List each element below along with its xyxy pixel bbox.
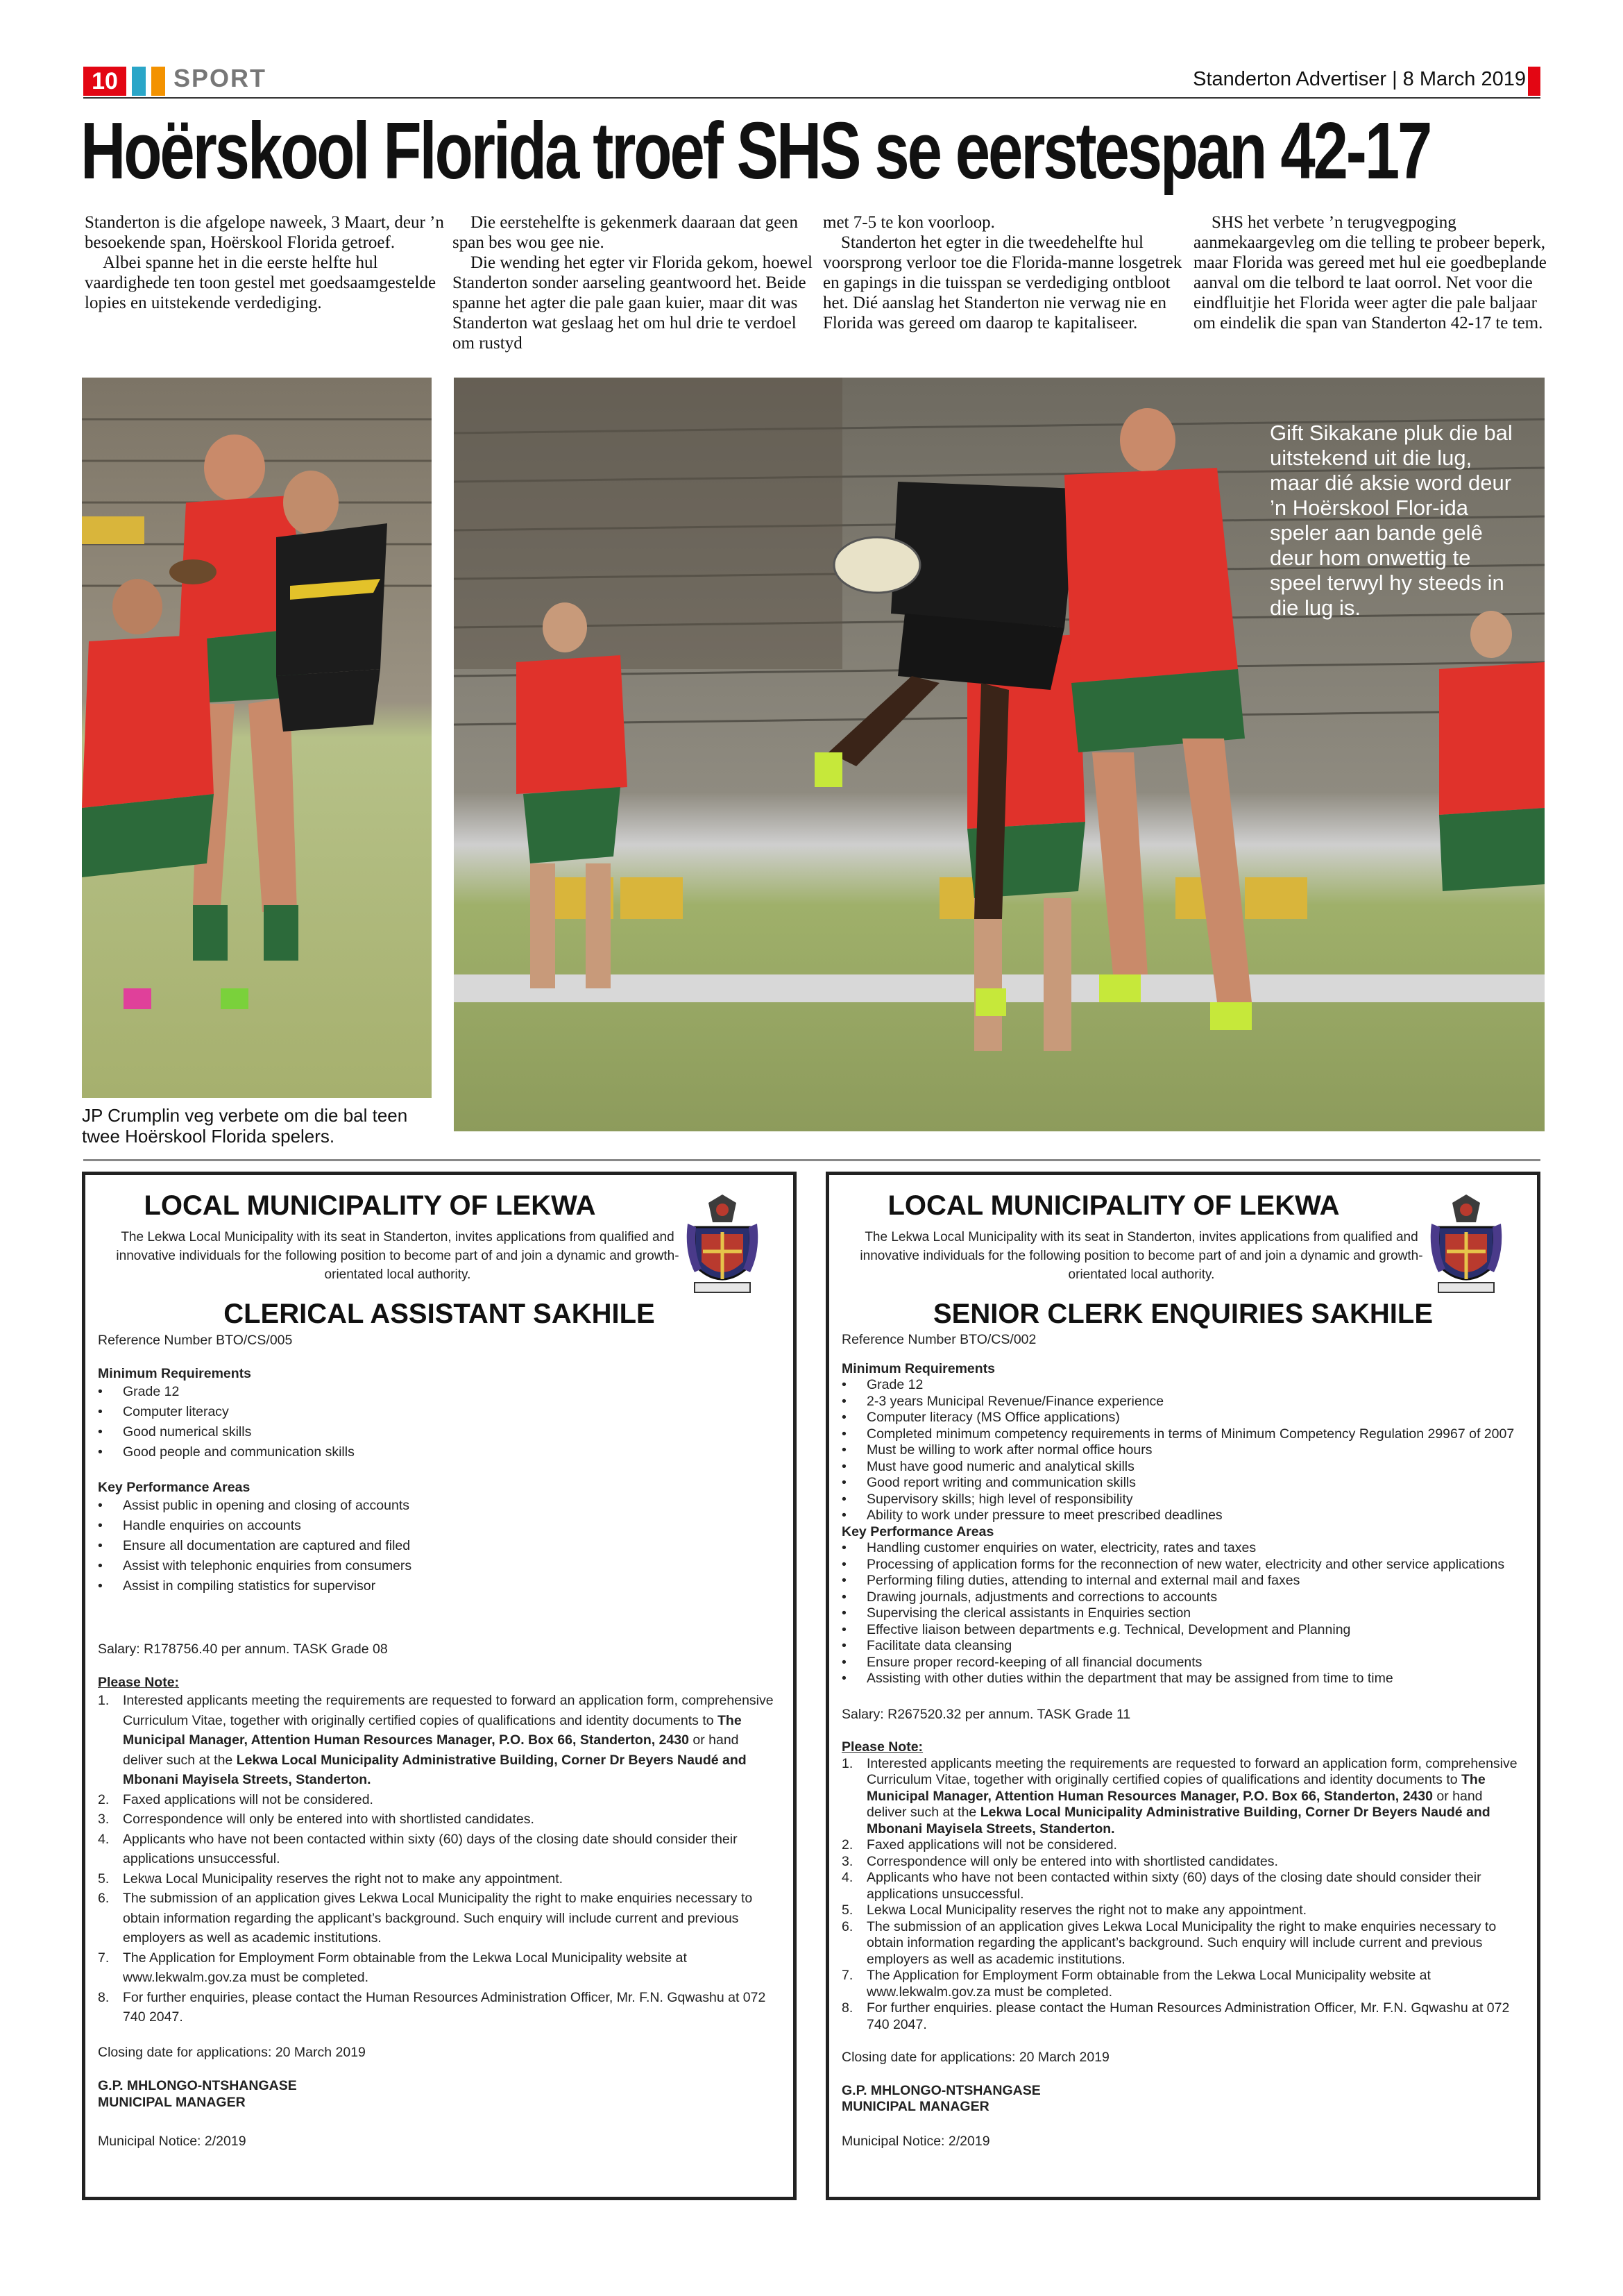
note-item: 5. Lekwa Local Municipality reserves the right not to make any appointment. — [842, 1902, 1307, 1918]
note-item: 7. The Application for Employment Form obtainable from the Lekwa Local Municipality website at www.lekwalm.gov.za must be completed. — [842, 1968, 1431, 2000]
list-item: • Grade 12 — [98, 1382, 778, 1402]
note-item: 6. The submission of an application gives Lekwa Local Municipality the right to make enquiries necessary to obtain information regarding the applicant’s background. Such enquiry will include current and previous employers as well as academic institutions. — [98, 1891, 753, 1945]
reference-number: Reference Number BTO/CS/002 — [842, 1332, 1037, 1347]
note-item: 4. Applicants who have not been contacted within sixty (60) days of the closing date should consider their applications unsuccessful. — [842, 1870, 1481, 1902]
note-item: 4. Applicants who have not been contacted within sixty (60) days of the closing date should consider their applications unsuccessful. — [98, 1831, 738, 1866]
signatory-title: MUNICIPAL MANAGER — [98, 2094, 246, 2110]
note-item: 1. Interested applicants meeting the requirements are requested to forward an application form, comprehensive Curriculum Vitae, together with originally certified copies of qualifications and identity documents to The Municipal Manager, Attention Human Resources Manager, P.O. Box 66, Standerton, 2430 or hand deliver such at the Lekwa Local Municipality Administrative Building, Corner Dr Beyers Naudé and Mbonani Mayisela Streets, Standerton. — [98, 1693, 774, 1787]
list-item: • Drawing journals, adjustments and corrections to accounts — [842, 1589, 1522, 1606]
paragraph: SHS het verbete ’n terugvegpoging aanmekaargevleg om die telling te probeer beperk, maar Florida was gereed met hul eie goedbeplande aanval om die telbord te laat oorrol. Net voor die eindfluitjie het Florida weer agter die pale baljaar om eindelik die span van Standerton 42-17 te tem. — [1193, 213, 1547, 332]
list-item: • Computer literacy (MS Office applications) — [842, 1410, 1522, 1426]
photo-caption-left: JP Crumplin veg verbete om die bal teen twee Hoërskool Florida spelers. — [82, 1105, 408, 1147]
kpa-heading: Key Performance Areas — [98, 1480, 250, 1495]
list-item: • Facilitate data cleansing — [842, 1638, 1522, 1655]
kpa-heading: Key Performance Areas — [842, 1523, 994, 1539]
list-item: • Ensure proper record-keeping of all financial documents — [842, 1655, 1522, 1671]
closing-date: Closing date for applications: 20 March 2019 — [842, 2050, 1110, 2065]
salary: Salary: R267520.32 per annum. TASK Grade 11 — [842, 1706, 1131, 1722]
list-item: • Supervising the clerical assistants in Enquiries section — [842, 1605, 1522, 1622]
list-item: • Effective liaison between departments e.g. Technical, Development and Planning — [842, 1622, 1522, 1639]
article-column-2 — [452, 212, 813, 353]
list-item: • Assist with telephonic enquiries from consumers — [98, 1556, 778, 1576]
paragraph: Albei spanne het in die eerste helfte hul vaardighede ten toon gestel met goedsaamgestelde lopies en uitstekende verdediging. — [85, 253, 436, 312]
note-item: 2. Faxed applications will not be considered. — [842, 1837, 1117, 1852]
list-item: • Processing of application forms for the reconnection of new water, electricity and other service applications — [842, 1557, 1522, 1573]
list-item: • Good people and communication skills — [98, 1442, 778, 1462]
paragraph: Standerton het egter in die tweedehelfte hul voorsprong verloor toe die Florida-manne losgetrek en gapings in die tuisspan se verdediging ontbloot het. Dié aanslag het Standerton nie verwag nie en Florida was gereed om daarop te kapitaliseer. — [823, 233, 1182, 332]
section-color-bar — [151, 67, 165, 96]
note-item: 3. Correspondence will only be entered into with shortlisted candidates. — [842, 1853, 1278, 1869]
list-item: • Completed minimum competency requirements in terms of Minimum Competency Regulation 29967 of 2007 — [842, 1426, 1522, 1443]
photo-caption-right: Gift Sikakane pluk die bal uitstekend uit die lug, maar dié aksie word deur ’n Hoërskool Flor-ida speler aan bande gelê deur hom onwettig te speel terwyl hy steeds in die lug is. — [1270, 421, 1513, 620]
list-item: • Ability to work under pressure to meet prescribed deadlines — [842, 1508, 1522, 1524]
ad-intro: The Lekwa Local Municipality with its seat in Standerton, invites applications from qualified and innovative individuals for the following position to become part of and join a dynamic and growth-orientated local authority. — [860, 1230, 1423, 1282]
list-item: • Handling customer enquiries on water, electricity, rates and taxes — [842, 1540, 1522, 1557]
min-req-heading: Minimum Requirements — [98, 1366, 252, 1381]
please-note-heading: Please Note: — [842, 1739, 924, 1755]
article-column-4 — [1193, 212, 1554, 333]
list-item: • Performing filing duties, attending to internal and external mail and faxes — [842, 1573, 1522, 1589]
paragraph: met 7-5 te kon voorloop. — [823, 213, 995, 232]
rugby-photo-left — [82, 378, 432, 1098]
article-column-1 — [85, 212, 445, 313]
list-item: • 2-3 years Municipal Revenue/Finance experience — [842, 1394, 1522, 1410]
ad-title: LOCAL MUNICIPALITY OF LEKWA — [887, 1190, 1340, 1221]
kpa-list — [842, 1540, 1522, 1687]
paragraph: Standerton is die afgelope naweek, 3 Maart, deur ’n besoekende span, Hoërskool Florida getroef. — [85, 213, 444, 252]
kpa-list — [98, 1496, 778, 1596]
section-color-bar — [132, 67, 146, 96]
list-item: • Supervisory skills; high level of responsibility — [842, 1492, 1522, 1508]
list-item: • Grade 12 — [842, 1377, 1522, 1394]
rugby-photo-left-image — [82, 378, 432, 1098]
header-rule — [83, 97, 1540, 99]
page-number: 10 — [83, 67, 126, 96]
min-req-list — [842, 1377, 1522, 1524]
closing-date: Closing date for applications: 20 March 2019 — [98, 2044, 366, 2060]
min-req-heading: Minimum Requirements — [842, 1360, 996, 1376]
reference-number: Reference Number BTO/CS/005 — [98, 1333, 293, 1348]
signatory-title: MUNICIPAL MANAGER — [842, 2099, 989, 2114]
paragraph: Die eerstehelfte is gekenmerk daaraan dat geen span bes wou gee nie. — [452, 213, 798, 252]
ad-intro: The Lekwa Local Municipality with its seat in Standerton, invites applications from qualified and innovative individuals for the following position to become part of and join a dynamic and growth-orientated local authority. — [116, 1230, 679, 1282]
note-item: 7. The Application for Employment Form obtainable from the Lekwa Local Municipality website at www.lekwalm.gov.za must be completed. — [98, 1950, 687, 1985]
masthead: Standerton Advertiser | 8 March 2019 — [1193, 68, 1526, 90]
list-item: • Assist in compiling statistics for supervisor — [98, 1576, 778, 1596]
min-req-list — [98, 1382, 778, 1462]
job-ad-clerical-assistant — [82, 1172, 797, 2200]
note-item: 1. Interested applicants meeting the requirements are requested to forward an application form, comprehensive Curriculum Vitae, together with originally certified copies of qualifications and identity documents to The Municipal Manager, Attention Human Resources Manager, P.O. Box 66, Standerton, 2430 or hand deliver such at the Lekwa Local Municipality Administrative Building, Corner Dr Beyers Naudé and Mbonani Mayisela Streets, Standerton. — [842, 1755, 1518, 1837]
ad-body — [98, 1332, 778, 2150]
notes-list — [98, 1691, 778, 2027]
list-item: • Assist public in opening and closing of accounts — [98, 1496, 778, 1516]
municipal-notice: Municipal Notice: 2/2019 — [98, 2133, 246, 2149]
job-ad-senior-clerk — [826, 1172, 1540, 2200]
notes-list — [842, 1756, 1522, 2034]
municipal-crest-icon — [1425, 1189, 1508, 1300]
list-item: • Good numerical skills — [98, 1422, 778, 1442]
list-item: • Must be willing to work after normal office hours — [842, 1442, 1522, 1459]
signatory-name: G.P. MHLONGO-NTSHANGASE — [842, 2082, 1041, 2098]
section-divider — [83, 1159, 1540, 1161]
ad-title: LOCAL MUNICIPALITY OF LEKWA — [144, 1190, 596, 1221]
note-item: 6. The submission of an application gives Lekwa Local Municipality the right to make enquiries necessary to obtain information regarding the applicant’s background. Such enquiry will include current and previous employers as well as academic institutions. — [842, 1918, 1497, 1967]
article-column-3 — [823, 212, 1184, 333]
municipal-crest-icon — [681, 1189, 764, 1300]
please-note-heading: Please Note: — [98, 1675, 180, 1690]
masthead-color-bar — [1528, 67, 1540, 96]
salary: Salary: R178756.40 per annum. TASK Grade 08 — [98, 1641, 388, 1657]
list-item: • Ensure all documentation are captured and filed — [98, 1536, 778, 1556]
ad-position-title: SENIOR CLERK ENQUIRIES SAKHILE — [933, 1299, 1434, 1329]
note-item: 5. Lekwa Local Municipality reserves the right not to make any appointment. — [98, 1871, 563, 1886]
list-item: • Computer literacy — [98, 1402, 778, 1422]
note-item: 8. For further enquiries. please contact the Human Resources Administration Officer, Mr. F.N. Gqwashu at 072 740 2047. — [842, 2000, 1510, 2032]
list-item: • Assisting with other duties within the department that may be assigned from time to time — [842, 1671, 1522, 1687]
municipal-notice: Municipal Notice: 2/2019 — [842, 2133, 990, 2149]
note-item: 3. Correspondence will only be entered into with shortlisted candidates. — [98, 1812, 534, 1827]
section-label: SPORT — [173, 64, 267, 92]
signatory-name: G.P. MHLONGO-NTSHANGASE — [98, 2077, 297, 2093]
paragraph: Die wending het egter vir Florida gekom, hoewel Standerton sonder aarseling geantwoord het. Beide spanne het agter die pale gaan kuier, maar dit was Standerton wat geslaag het om hul drie te verdoel om rustyd — [452, 253, 813, 353]
ad-position-title: CLERICAL ASSISTANT SAKHILE — [223, 1299, 655, 1329]
ad-body — [842, 1332, 1522, 2150]
note-item: 2. Faxed applications will not be considered. — [98, 1791, 373, 1807]
note-item: 8. For further enquiries, please contact the Human Resources Administration Officer, Mr. F.N. Gqwashu at 072 740 2047. — [98, 1989, 766, 2025]
list-item: • Must have good numeric and analytical skills — [842, 1459, 1522, 1476]
list-item: • Handle enquiries on accounts — [98, 1516, 778, 1536]
headline: Hoërskool Florida troef SHS se eerstespan 42-17 — [80, 105, 1431, 196]
list-item: • Good report writing and communication skills — [842, 1475, 1522, 1492]
